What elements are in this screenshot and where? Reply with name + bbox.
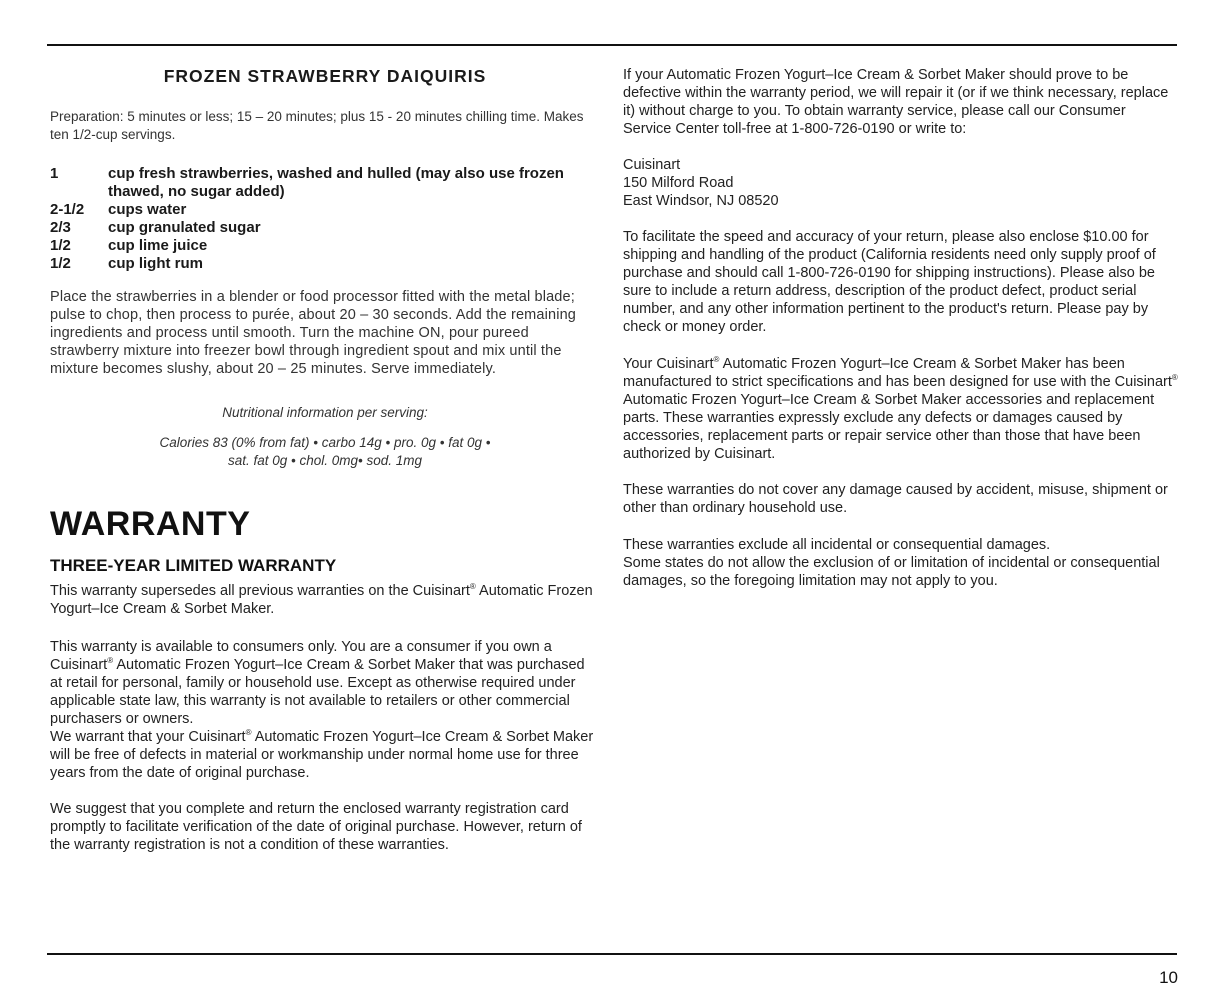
ingredient-qty: 1/2	[50, 255, 71, 272]
text-run: We warrant that your Cuisinart	[50, 729, 246, 745]
address-line: East Windsor, NJ 08520	[623, 193, 779, 209]
nutrition-line: Calories 83 (0% from fat) • carbo 14g • pro. 0g • fat 0g •	[159, 435, 491, 450]
text-run: This warranty is available to consumers only. You are a consumer if you own a Cuisinart	[50, 639, 552, 673]
service-address	[623, 156, 1178, 210]
text-run: Automatic Frozen Yogurt–Ice Cream & Sorbet Maker accessories and replacement parts. These warranties expressly exclude any defects or damages caused by accessories, replacement parts or repair service other than those that have been authorized by Cuisinart.	[623, 392, 1155, 462]
text-run: This warranty supersedes all previous warranties on the Cuisinart	[50, 583, 470, 599]
text-run: Your Cuisinart	[623, 356, 714, 372]
warranty-paragraph: To facilitate the speed and accuracy of your return, please also enclose $10.00 for shipping and handling of the product (California residents need only supply proof of purchase and should call 1-800-726-0190 for shipping instructions). Please also be sure to include a return address, description of the product defect, product serial number, and any other information pertinent to the product's return. Please pay by check or money order.	[623, 229, 1156, 335]
nutrition-line: sat. fat 0g • chol. 0mg• sod. 1mg	[227, 453, 423, 468]
ingredient-text: cup granulated sugar	[108, 219, 261, 236]
registered-mark: ®	[245, 728, 252, 737]
ingredient-item	[50, 255, 600, 273]
nutrition-heading: Nutritional information per serving:	[222, 405, 428, 420]
ingredient-qty: 1/2	[50, 237, 71, 254]
warranty-paragraph	[623, 536, 1178, 590]
nutrition-info	[50, 434, 600, 470]
ingredient-qty: 1	[50, 165, 59, 182]
page-number: 10	[1159, 968, 1178, 987]
ingredient-item	[50, 165, 600, 201]
ingredient-item	[50, 201, 600, 219]
warranty-subheading: THREE-YEAR LIMITED WARRANTY	[50, 556, 337, 575]
text-run: Automatic Frozen Yogurt–Ice Cream & Sorbet Maker will be free of defects in material or workmanship under normal home use for three years from the date of original purchase.	[50, 729, 594, 781]
recipe-method: Place the strawberries in a blender or food processor fitted with the metal blade; pulse to chop, then process to purée, about 20 – 30 seconds. Add the remaining ingredients and process until smooth. Turn the machine ON, pour pureed strawberry mixture into freezer bowl through ingredient spout and mix until the mixture becomes slushy, about 20 – 25 minutes. Serve immediately.	[50, 289, 576, 377]
warranty-paragraph: We suggest that you complete and return the enclosed warranty registration card promptly to facilitate verification of the date of original purchase. However, return of the warranty registration is not a condition of these warranties.	[50, 801, 582, 853]
ingredient-item	[50, 219, 600, 237]
warranty-paragraph: If your Automatic Frozen Yogurt–Ice Cream & Sorbet Maker should prove to be defective within the warranty period, we will repair it (or if we think necessary, replace it) without charge to you. To obtain warranty service, please call our Consumer Service Center toll-free at 1-800-726-0190 or write to:	[623, 67, 1169, 137]
ingredient-text: cups water	[108, 201, 187, 218]
warranty-heading: WARRANTY	[50, 505, 251, 543]
address-line: Cuisinart	[623, 157, 681, 173]
registered-mark: ®	[469, 582, 476, 591]
ingredient-qty: 2/3	[50, 219, 71, 236]
warranty-paragraph: These warranties do not cover any damage caused by accident, misuse, shipment or other than ordinary household use.	[623, 482, 1168, 516]
text-run: Automatic Frozen Yogurt–Ice Cream & Sorbet Maker has been manufactured to strict specifications and has been designed for use with the Cuisinart	[623, 356, 1172, 390]
recipe-preparation: Preparation: 5 minutes or less; 15 – 20 minutes; plus 15 - 20 minutes chilling time. Makes ten 1/2-cup servings.	[50, 109, 584, 142]
warranty-paragraph	[50, 638, 600, 782]
address-line: 150 Milford Road	[623, 175, 734, 191]
top-divider	[47, 44, 1177, 46]
text-run: Automatic Frozen Yogurt–Ice Cream & Sorbet Maker that was purchased at retail for personal, family or household use. Except as otherwise required under applicable state law, this warranty is not available to retailers or other commercial purchasers or owners.	[50, 657, 585, 727]
ingredient-item	[50, 237, 600, 255]
warranty-paragraph	[623, 355, 1178, 463]
warranty-paragraph	[50, 582, 600, 618]
ingredient-text: cup fresh strawberries, washed and hulled (may also use frozen thawed, no sugar added)	[108, 165, 564, 200]
ingredient-text: cup lime juice	[108, 237, 208, 254]
text-run: These warranties exclude all incidental or consequential damages.	[623, 537, 1051, 553]
registered-mark: ®	[713, 355, 720, 364]
ingredient-qty: 2-1/2	[50, 201, 85, 218]
ingredient-text: cup light rum	[108, 255, 203, 272]
bottom-divider	[47, 953, 1177, 955]
text-run: Some states do not allow the exclusion of or limitation of incidental or consequential damages, so the foregoing limitation may not apply to you.	[623, 555, 1160, 589]
recipe-title: FROZEN STRAWBERRY DAIQUIRIS	[163, 66, 487, 86]
registered-mark: ®	[107, 656, 114, 665]
text-run: Automatic Frozen Yogurt–Ice Cream & Sorbet Maker.	[50, 583, 593, 617]
ingredient-list	[50, 165, 600, 273]
registered-mark: ®	[1171, 373, 1178, 382]
